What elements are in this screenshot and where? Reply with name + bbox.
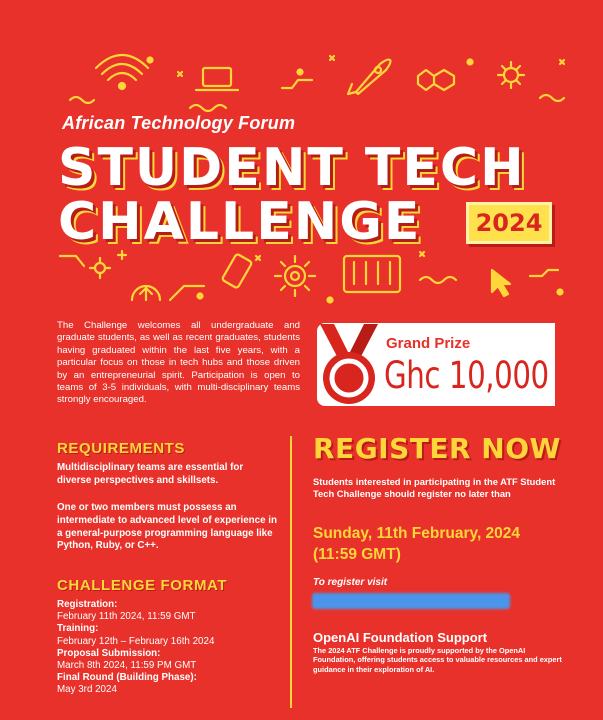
grand-prize-amount: Ghc 10,000 (384, 354, 549, 397)
cloud-upload-icon (132, 286, 160, 300)
format-item-label: Proposal Submission: (57, 647, 161, 659)
test-tubes-icon (344, 256, 400, 292)
requirements-paragraph-1: Multidisciplinary teams are essential for diverse perspectives and skillsets. (57, 462, 244, 486)
column-divider (290, 436, 292, 708)
format-item-label: Registration: (57, 599, 118, 610)
support-text: The 2024 ATF Challenge is proudly supported by the OpenAI Foundation, offering students access to valuable resources and expert guidance in their exploration of AI. (313, 646, 562, 674)
format-item-label: Final Round (Building Phase): (57, 672, 197, 684)
gear-small-icon (90, 258, 110, 278)
format-item (57, 672, 282, 696)
year-badge: 2024 (466, 202, 552, 244)
format-item-label: Training: (57, 623, 99, 635)
challenge-format-heading: CHALLENGE FORMAT (57, 577, 228, 594)
molecule-icon (418, 70, 454, 90)
laptop-icon (196, 68, 238, 90)
requirements-heading: REQUIREMENTS (57, 440, 186, 457)
format-item-value: May 3rd 2024 (57, 684, 117, 696)
chip-icon (275, 256, 315, 296)
format-item (57, 648, 282, 672)
requirements-paragraph-2: One or two members must possess an intermediate to advanced level of experience in a general-purpose programming language like Python, Ruby, or C++. (57, 502, 277, 552)
challenge-format-list (57, 599, 282, 697)
deadline-time: (11:59 GMT) (313, 546, 401, 563)
to-register-label: To register visit (313, 577, 388, 588)
medal-icon (314, 318, 384, 410)
format-item (57, 623, 282, 647)
title-line-1: STUDENT TECH (58, 138, 526, 198)
register-now-heading: REGISTER NOW (313, 432, 561, 465)
register-description: Students interested in participating in the ATF Student Tech Challenge should register no later than (313, 476, 556, 500)
format-item-value: March 8th 2024, 11:59 PM GMT (57, 660, 197, 672)
rocket-icon (348, 60, 391, 95)
format-item (57, 599, 282, 623)
gear-icon (498, 62, 524, 88)
support-heading: OpenAI Foundation Support (313, 630, 488, 645)
registration-link-redacted[interactable] (312, 593, 510, 609)
cursor-icon (492, 270, 510, 296)
wifi-icon (96, 55, 148, 89)
organization-name: African Technology Forum (62, 113, 296, 133)
intro-paragraph: The Challenge welcomes all undergraduate and graduate students, as well as recent graduates, students having graduated within the last five years, with a particular focus on those in tech hubs and those driven by an entrepreneurial spirit. Participation is open to teams of 3-5 individuals, with multi-disciplinary teams strongly encouraged. (57, 320, 300, 406)
grand-prize-label: Grand Prize (386, 335, 471, 352)
smartphone-icon (222, 254, 253, 289)
deadline-date: Sunday, 11th February, 2024 (313, 525, 521, 542)
title-line-2: CHALLENGE (58, 192, 422, 252)
format-item-value: February 12th – February 16th 2024 (57, 635, 215, 647)
registration-deadline (313, 523, 520, 565)
format-item-value: February 11th 2024, 11:59 GMT (57, 611, 196, 623)
